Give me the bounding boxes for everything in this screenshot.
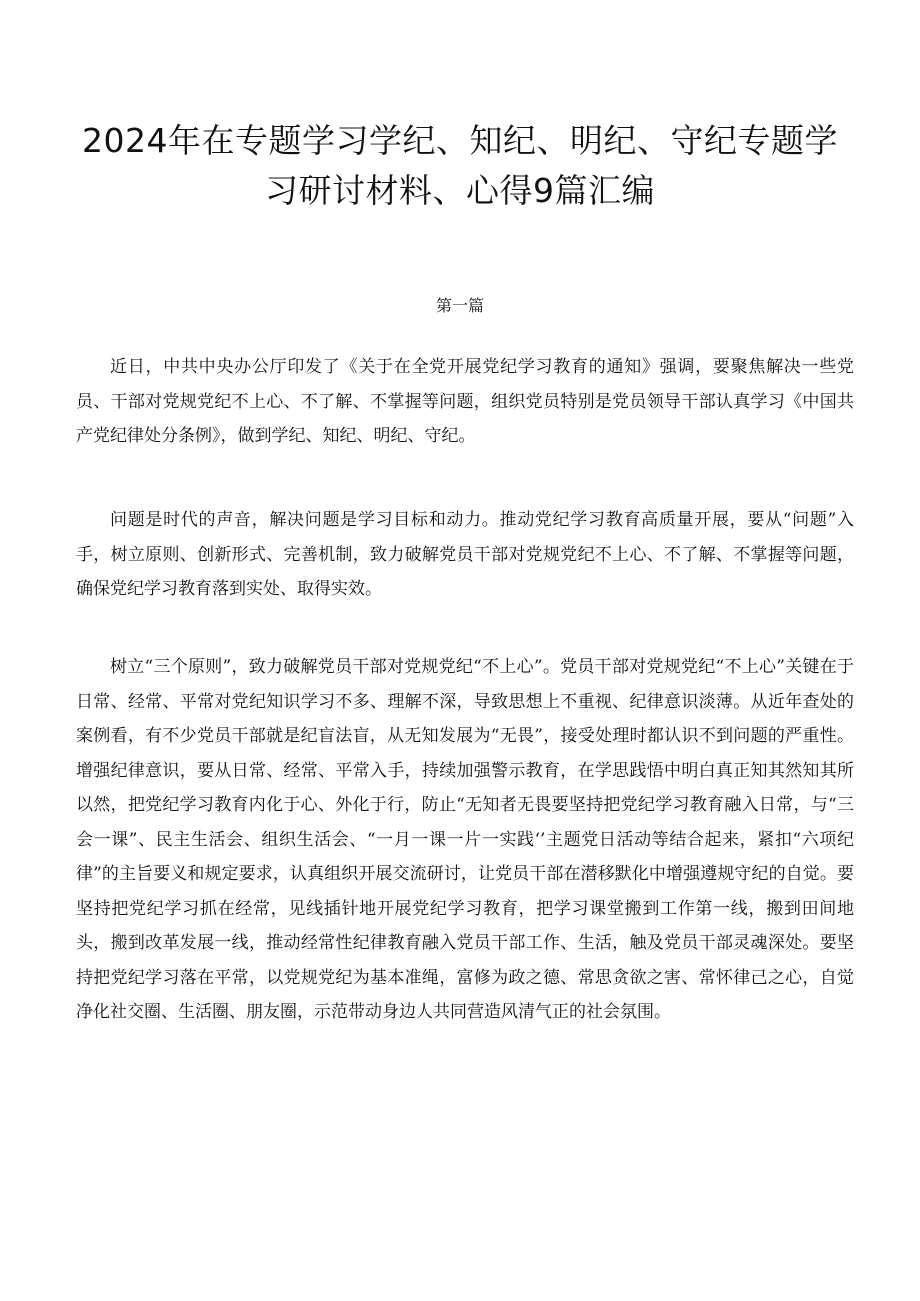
paragraph-text: 问题是时代的声音，解决问题是学习目标和动力。推动党纪学习教育高质量开展，要从“问题”入手，树立原则、创新形式、完善机制，致力破解党员干部对党规党纪不上心、不了解、不掌握等问题，确保党纪学习教育落到实处、取得实效。: [76, 510, 854, 599]
paragraph-1: [76, 350, 854, 454]
paragraph-text: 近日，中共中央办公厅印发了《关于在全党开展党纪学习教育的通知》强调，要聚焦解决一些党员、干部对党规党纪不上心、不了解、不掌握等问题，组织党员特别是党员领导干部认真学习《中国共产党纪律处分条例》，做到学纪、知纪、明纪、守纪。: [76, 357, 854, 446]
paragraph-text: 树立“三个原则”，致力破解党员干部对党规党纪“不上心”。党员干部对党规党纪“不上心”关键在于日常、经常、平常对党纪知识学习不多、理解不深，导致思想上不重视、纪律意识淡薄。从近年查处的案例看，有不少党员干部就是纪盲法盲，从无知发展为“无畏”，接受处理时都认识不到问题的严重性。增强纪律意识，要从日常、经常、平常入手，持续加强警示教育，在学思践悟中明白真正知其然知其所以然，把党纪学习教育内化于心、外化于行，防止“无知者无畏要坚持把党纪学习教育融入日常，与“三会一课”、民主生活会、组织生活会、“一月一课一片一实践‘’主题党日活动等结合起来，紧扣“六项纪律”的主旨要义和规定要求，认真组织开展交流研讨，让党员干部在潜移默化中增强遵规守纪的自觉。要坚持把党纪学习抓在经常，见线插针地开展党纪学习教育，把学习课堂搬到工作第一线，搬到田间地头，搬到改革发展一线，推动经常性纪律教育融入党员干部工作、生活，触及党员干部灵魂深处。要坚持把党纪学习落在平常，以党规党纪为基本准绳，富修为政之德、常思贪欲之害、常怀律己之心，自觉净化社交圈、生活圈、朋友圈，示范带动身边人共同营造风清气正的社会氛围。: [76, 657, 854, 1022]
paragraph-2: [76, 503, 854, 607]
document-title: 2024年在专题学习学纪、知纪、明纪、守纪专题学习研讨材料、心得9篇汇编: [82, 121, 838, 210]
paragraph-3: [76, 650, 854, 1030]
section-heading: 第一篇: [435, 296, 484, 315]
